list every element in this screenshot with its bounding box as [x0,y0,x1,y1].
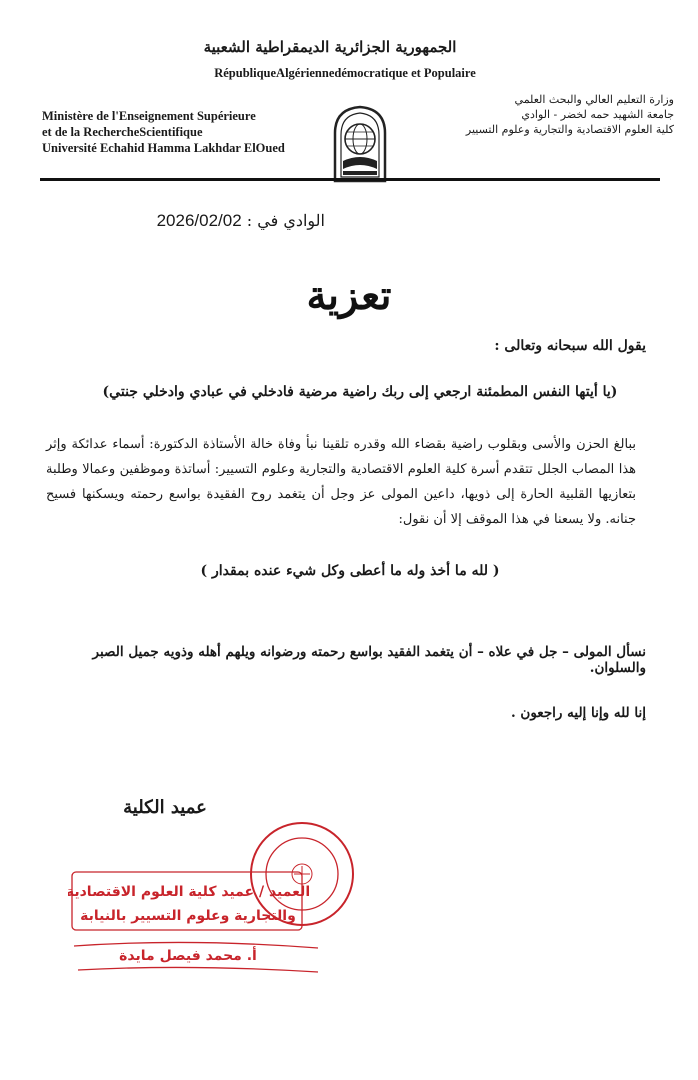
faculty-line-ar: كلية العلوم الاقتصادية والتجارية وعلوم التسيير [465,123,674,136]
official-stamp [68,868,328,976]
republic-title-ar: الجمهورية الجزائرية الديمقراطية الشعبية [203,38,457,56]
university-crest-icon [327,103,393,183]
university-line-ar: جامعة الشهيد حمه لخضر - الوادي [521,108,674,121]
closing-line: إنا لله وإنا إليه راجعون . [511,705,646,721]
ministry-line-fr: Ministère de l'Enseignement Supérieure [42,109,256,123]
ministry-line-ar: وزارة التعليم العالي والبحث العلمي [514,93,674,106]
quote-line: ( لله ما أخذ وله ما أعطى وكل شيء عنده بمقدار ) [200,563,500,579]
stamp-line-2: والتجارية وعلوم التسيير بالنيابة [80,908,296,924]
dean-title: عميد الكلية [123,797,207,818]
header-divider [40,178,660,181]
date-value: 2026/02/02 [156,211,242,230]
quranic-verse: (يا أيتها النفس المطمئنة ارجعي إلى ربك راضية مرضية فادخلي في عبادي وادخلي جنتي) [102,384,618,400]
stamp-name: أ. محمد فيصل مايدة [119,948,257,964]
republic-title-fr: RépubliqueAlgériennedémocratique et Populaire [214,66,476,80]
opening-line: يقول الله سبحانه وتعالى : [494,338,646,354]
condolence-paragraph: ببالغ الحزن والأسى وبقلوب راضية بقضاء الله وقدره تلقينا نبأ وفاة خالة الأستاذة الدكتورة: أسماء عدائكة وإثر هذا المصاب الجلل تتقدم أسرة كلية العلوم الاقتصادية والتجارية وعلوم التسيير: أساتذة وموظفين وعمالا وطلبة بتعازيها القلبية الحارة إلى ذويها، داعين المولى عز وجل أن يتغمد روح الفقيدة بواسع رحمته ويسكنها فسيح جنانه. ولا يسعنا في هذا الموقف إلا أن نقول: [46,437,636,527]
ministry-block-ar [464,92,674,137]
prayer-line: نسأل المولى – جل في علاه – أن يتغمد الفقيد بواسع رحمته ورضوانه ويلهم أهله وذويه جميل الصبر والسلوان. [92,644,646,676]
date-label: الوادي في : [246,211,325,230]
letter-title: تعزية [306,272,392,319]
ministry-block-fr [42,108,312,156]
university-line-fr: Université Echahid Hamma Lakhdar ElOued [42,141,285,155]
stamp-line-1: العميد / عميد كلية العلوم الاقتصادية [68,884,311,900]
research-line-fr: et de la RechercheScientifique [42,125,203,139]
date-line [85,211,325,231]
